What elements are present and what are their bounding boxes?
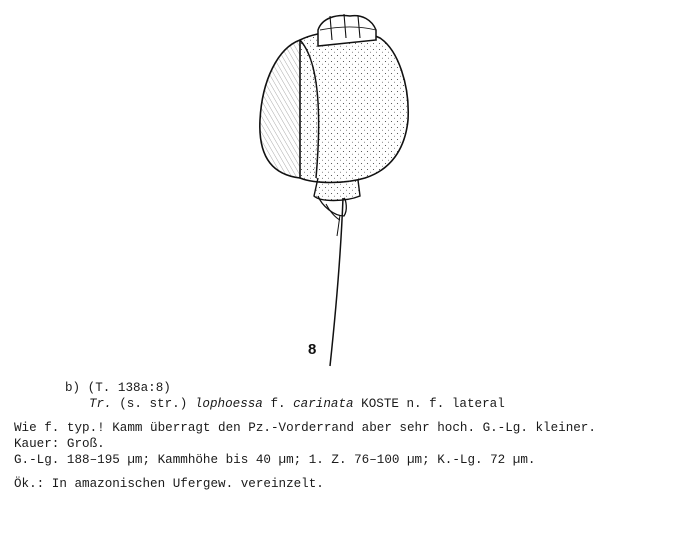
description-line-1: Wie f. typ.! Kamm überragt den Pz.-Vorderrand aber sehr hoch. G.-Lg. kleiner. — [14, 421, 596, 435]
caption-genus: Tr. — [89, 397, 112, 411]
figure-number: 8 — [308, 341, 317, 358]
caption-authority: KOSTE n. f. lateral — [361, 397, 505, 411]
toe — [330, 198, 343, 366]
caption-entry: b) (T. 138a:8) — [65, 381, 171, 395]
caption-f-label: f. — [270, 397, 286, 411]
crest — [318, 16, 376, 46]
caption-subgenus: (s. str.) — [119, 397, 188, 411]
lorica-main — [300, 31, 408, 182]
description-line-4: Ök.: In amazonischen Ufergew. vereinzelt. — [14, 477, 324, 491]
caption-form: carinata — [293, 397, 354, 411]
description-line-2: Kauer: Groß. — [14, 437, 105, 451]
description-line-3: G.-Lg. 188–195 µm; Kammhöhe bis 40 µm; 1. Z. 76–100 µm; K.-Lg. 72 µm. — [14, 453, 536, 467]
caption-species: lophoessa — [194, 397, 263, 411]
caption-taxon — [89, 396, 505, 412]
foot — [314, 178, 360, 201]
